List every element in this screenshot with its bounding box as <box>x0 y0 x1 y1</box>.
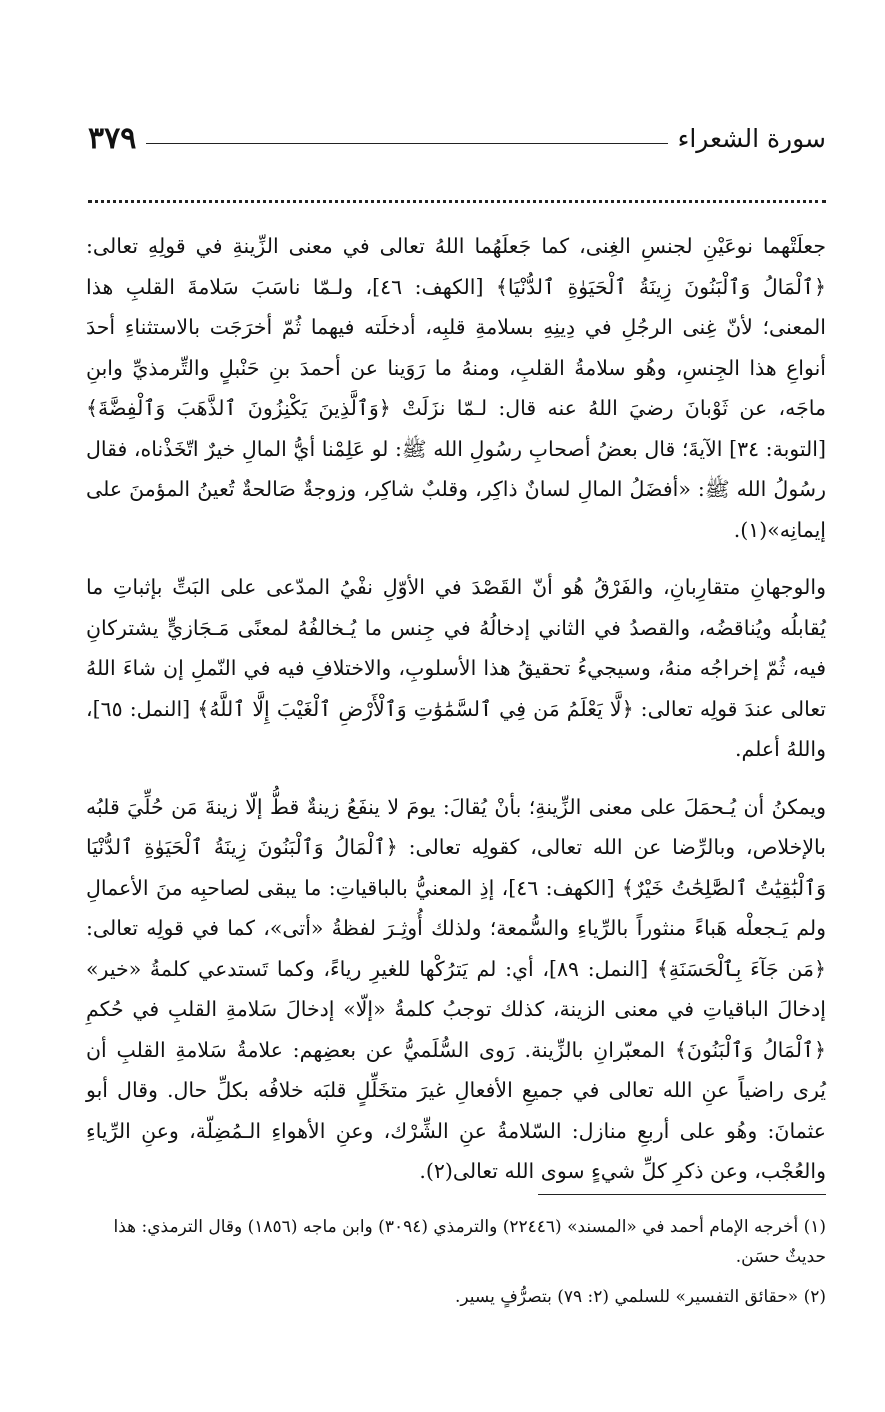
paragraph: ويمكنُ أن يُـحمَلَ على معنى الزِّينةِ؛ بأنْ يُقالَ: يومَ لا ينفَعُ زينةٌ قطُّ إلّا زينةَ مَن حُلِّيَ قلبُه بالإخلاص، وبالرِّضا عن الله تعالى، كقولِه تعالى: ﴿ٱلْمَالُ وَٱلْبَنُونَ زِينَةُ ٱلْحَيَوٰةِ ٱلدُّنْيَا وَٱلْبَٰقِيَٰتُ ٱلصَّٰلِحَٰتُ خَيْرٌ﴾ [الكهف: ٤٦]، إذِ المعنيُّ بالباقياتِ: ما يبقى لصاحبِه منَ الأعمالِ ولم يَـجعلْه هَباءً منثوراً بالرِّياءِ والسُّمعة؛ ولذلك أُوثِـرَ لفظةُ «أتى»، كما في قولِه تعالى: ﴿مَن جَآءَ بِٱلْحَسَنَةِ﴾ [النمل: ٨٩]، أي: لم يَترُكْها للغيرِ رياءً، وكما تَستدعي كلمةُ «خير» إدخالَ الباقياتِ في معنى الزينة، كذلك توجبُ كلمةُ «إلّا» إدخالَ سَلامةِ القلبِ في حُكمِ ﴿ٱلْمَالُ وَٱلْبَنُونَ﴾ المعبّرانِ بالزِّينة. رَوى السُّلَميُّ عن بعضِهم: علامةُ سَلامةِ القلبِ أن يُرى راضياً عنِ الله تعالى في جميعِ الأفعالِ غيرَ متخَلِّلٍ قلبَه خلافُه بكلِّ حال. وقال أبو عثمانَ: وهُو على أربعِ منازل: السّلامةُ عنِ الشِّرْك، وعنِ الأهواءِ الـمُضِلّة، وعنِ الرِّياءِ والعُجْب، وعن ذكرِ كلِّ شيءٍ سوى الله تعالى(٢). <box>86 794 827 1183</box>
footnote: (١) أخرجه الإمام أحمد في «المسند» (٢٢٤٤٦) والترمذي (٣٠٩٤) وابن ماجه (١٨٥٦) وقال الترمذي: هذا حديثٌ حسَن. <box>113 1217 826 1267</box>
header-rule <box>146 143 667 144</box>
footnote: (٢) «حقائق التفسير» للسلمي (٢: ٧٩) بتصرُّفٍ يسير. <box>455 1287 826 1307</box>
paragraph: والوجهانِ متقارِبانِ، والفَرْقُ هُو أنّ القَصْدَ في الأوّلِ نفْيُ المدّعى على البَتِّ بإثباتِ ما يُقابلُه ويُناقضُه، والقصدُ في الثاني إدخالُهُ في جِنس ما يُـخالفُهُ لمعنًى مَـجَازيٍّ يشتركانِ فيه، ثُمّ إخراجُه منهُ، وسيجيءُ تحقيقُ هذا الأسلوبِ، والاختلافِ فيه في النّملِ إن شاءَ اللهُ تعالى عندَ قولِه تعالى: ﴿لَّا يَعْلَمُ مَن فِي ٱلسَّمَٰوَٰتِ وَٱلْأَرْضِ ٱلْغَيْبَ إِلَّا ٱللَّهُ﴾ [النمل: ٦٥]، واللهُ أعلم. <box>86 575 826 761</box>
footnote-separator <box>538 1194 826 1195</box>
surah-title: سورة الشعراء <box>677 123 826 153</box>
paragraph: جعلَتْهما نوعَيْنِ لجنسِ الغِنى، كما جَعلَهُما اللهُ تعالى في معنى الزِّينةِ في قولِهِ تعالى: ﴿ٱلْمَالُ وَٱلْبَنُونَ زِينَةُ ٱلْحَيَوٰةِ ٱلدُّنْيَا﴾ [الكهف: ٤٦]، ولـمّا ناسَبَ سَلامةَ القلبِ هذا المعنى؛ لأنّ غِنى الرجُلِ في دِينِهِ بسلامةِ قلبِه، أدخلَته فيهما ثُمّ أخرَجَت بالاستثناءِ أحدَ أنواعِ هذا الجِنسِ، وهُو سلامةُ القلبِ، ومنهُ ما رَوَينا عن أحمدَ بنِ حَنْبلٍ والتِّرمذيِّ وابنِ ماجَه، عن ثَوْبانَ رضيَ اللهُ عنه قال: لـمّا نزَلَتْ ﴿وَٱلَّذِينَ يَكْنِزُونَ ٱلذَّهَبَ وَٱلْفِضَّةَ﴾ [التوبة: ٣٤] الآيةَ؛ قال بعضُ أصحابِ رسُولِ الله ﷺ: لو عَلِمْنا أيُّ المالِ خيرٌ اتّخَذْناه، فقال رسُولُ الله ﷺ: «أفضَلُ المالِ لسانٌ ذاكِر، وقلبٌ شاكِر، وزوجةٌ صَالحةٌ تُعينُ المؤمنَ على إيمانِه»(١). <box>86 234 826 542</box>
dotted-separator <box>88 200 826 203</box>
main-text <box>86 226 826 1192</box>
footnotes <box>86 1212 826 1312</box>
running-header <box>88 118 826 158</box>
page-number: ٣٧٩ <box>88 120 137 156</box>
